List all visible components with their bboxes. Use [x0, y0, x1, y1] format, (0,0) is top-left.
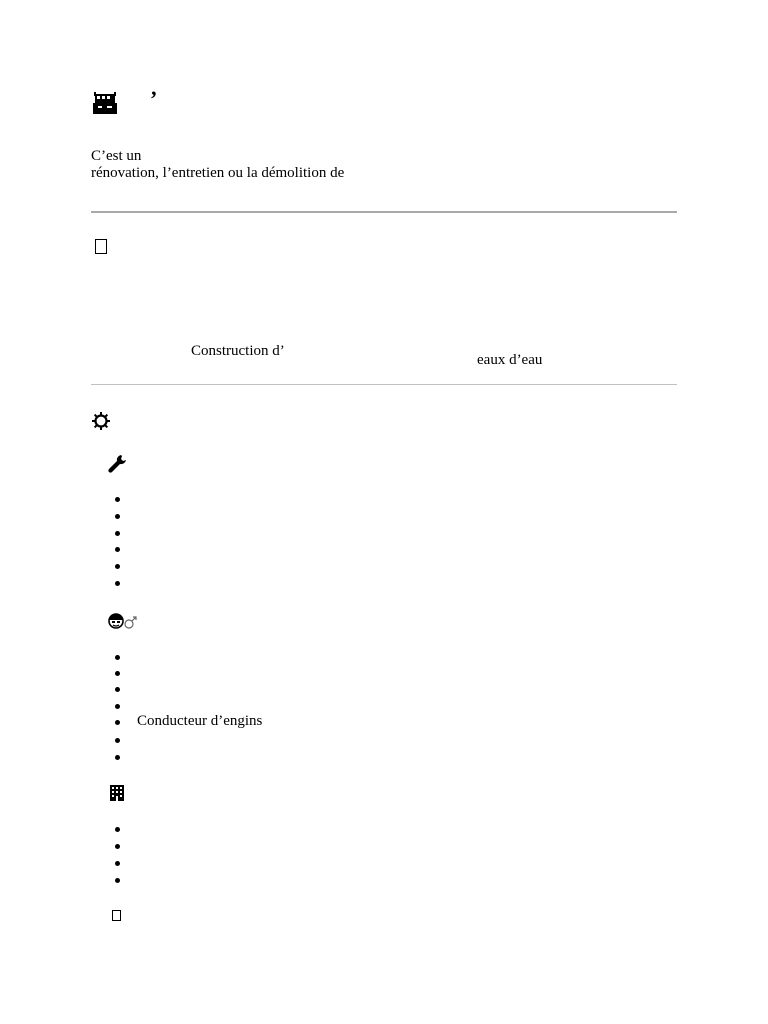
intro-line-1: C’est un [91, 148, 142, 164]
list-item [115, 581, 120, 586]
construction-site-icon [93, 92, 117, 114]
list-item [115, 738, 120, 743]
list-item [115, 704, 120, 709]
section1-label-right: eaux d’eau [477, 352, 543, 368]
divider [91, 384, 677, 385]
list-item [115, 844, 120, 849]
list-item-label: Conducteur d’engins [137, 713, 263, 729]
missing-glyph-box-icon [112, 910, 121, 921]
gear-icon [92, 412, 110, 430]
list-item [115, 720, 120, 725]
list-item [115, 655, 120, 660]
divider [91, 211, 677, 213]
office-building-icon [110, 785, 124, 801]
list-item [115, 755, 120, 760]
list-item [115, 514, 120, 519]
list-item [115, 861, 120, 866]
list-item [115, 497, 120, 502]
page-title: ’ [150, 86, 158, 111]
list-item [115, 687, 120, 692]
list-item [115, 878, 120, 883]
list-item [115, 827, 120, 832]
missing-glyph-box-icon [95, 239, 107, 254]
list-item [115, 547, 120, 552]
wrench-icon [108, 454, 127, 473]
intro-line-2: rénovation, l’entretien ou la démolition de [91, 165, 345, 181]
list-item [115, 564, 120, 569]
list-item [115, 531, 120, 536]
list-item [115, 671, 120, 676]
construction-worker-icon [108, 611, 138, 630]
section1-label-left: Construction d’ [191, 343, 285, 359]
